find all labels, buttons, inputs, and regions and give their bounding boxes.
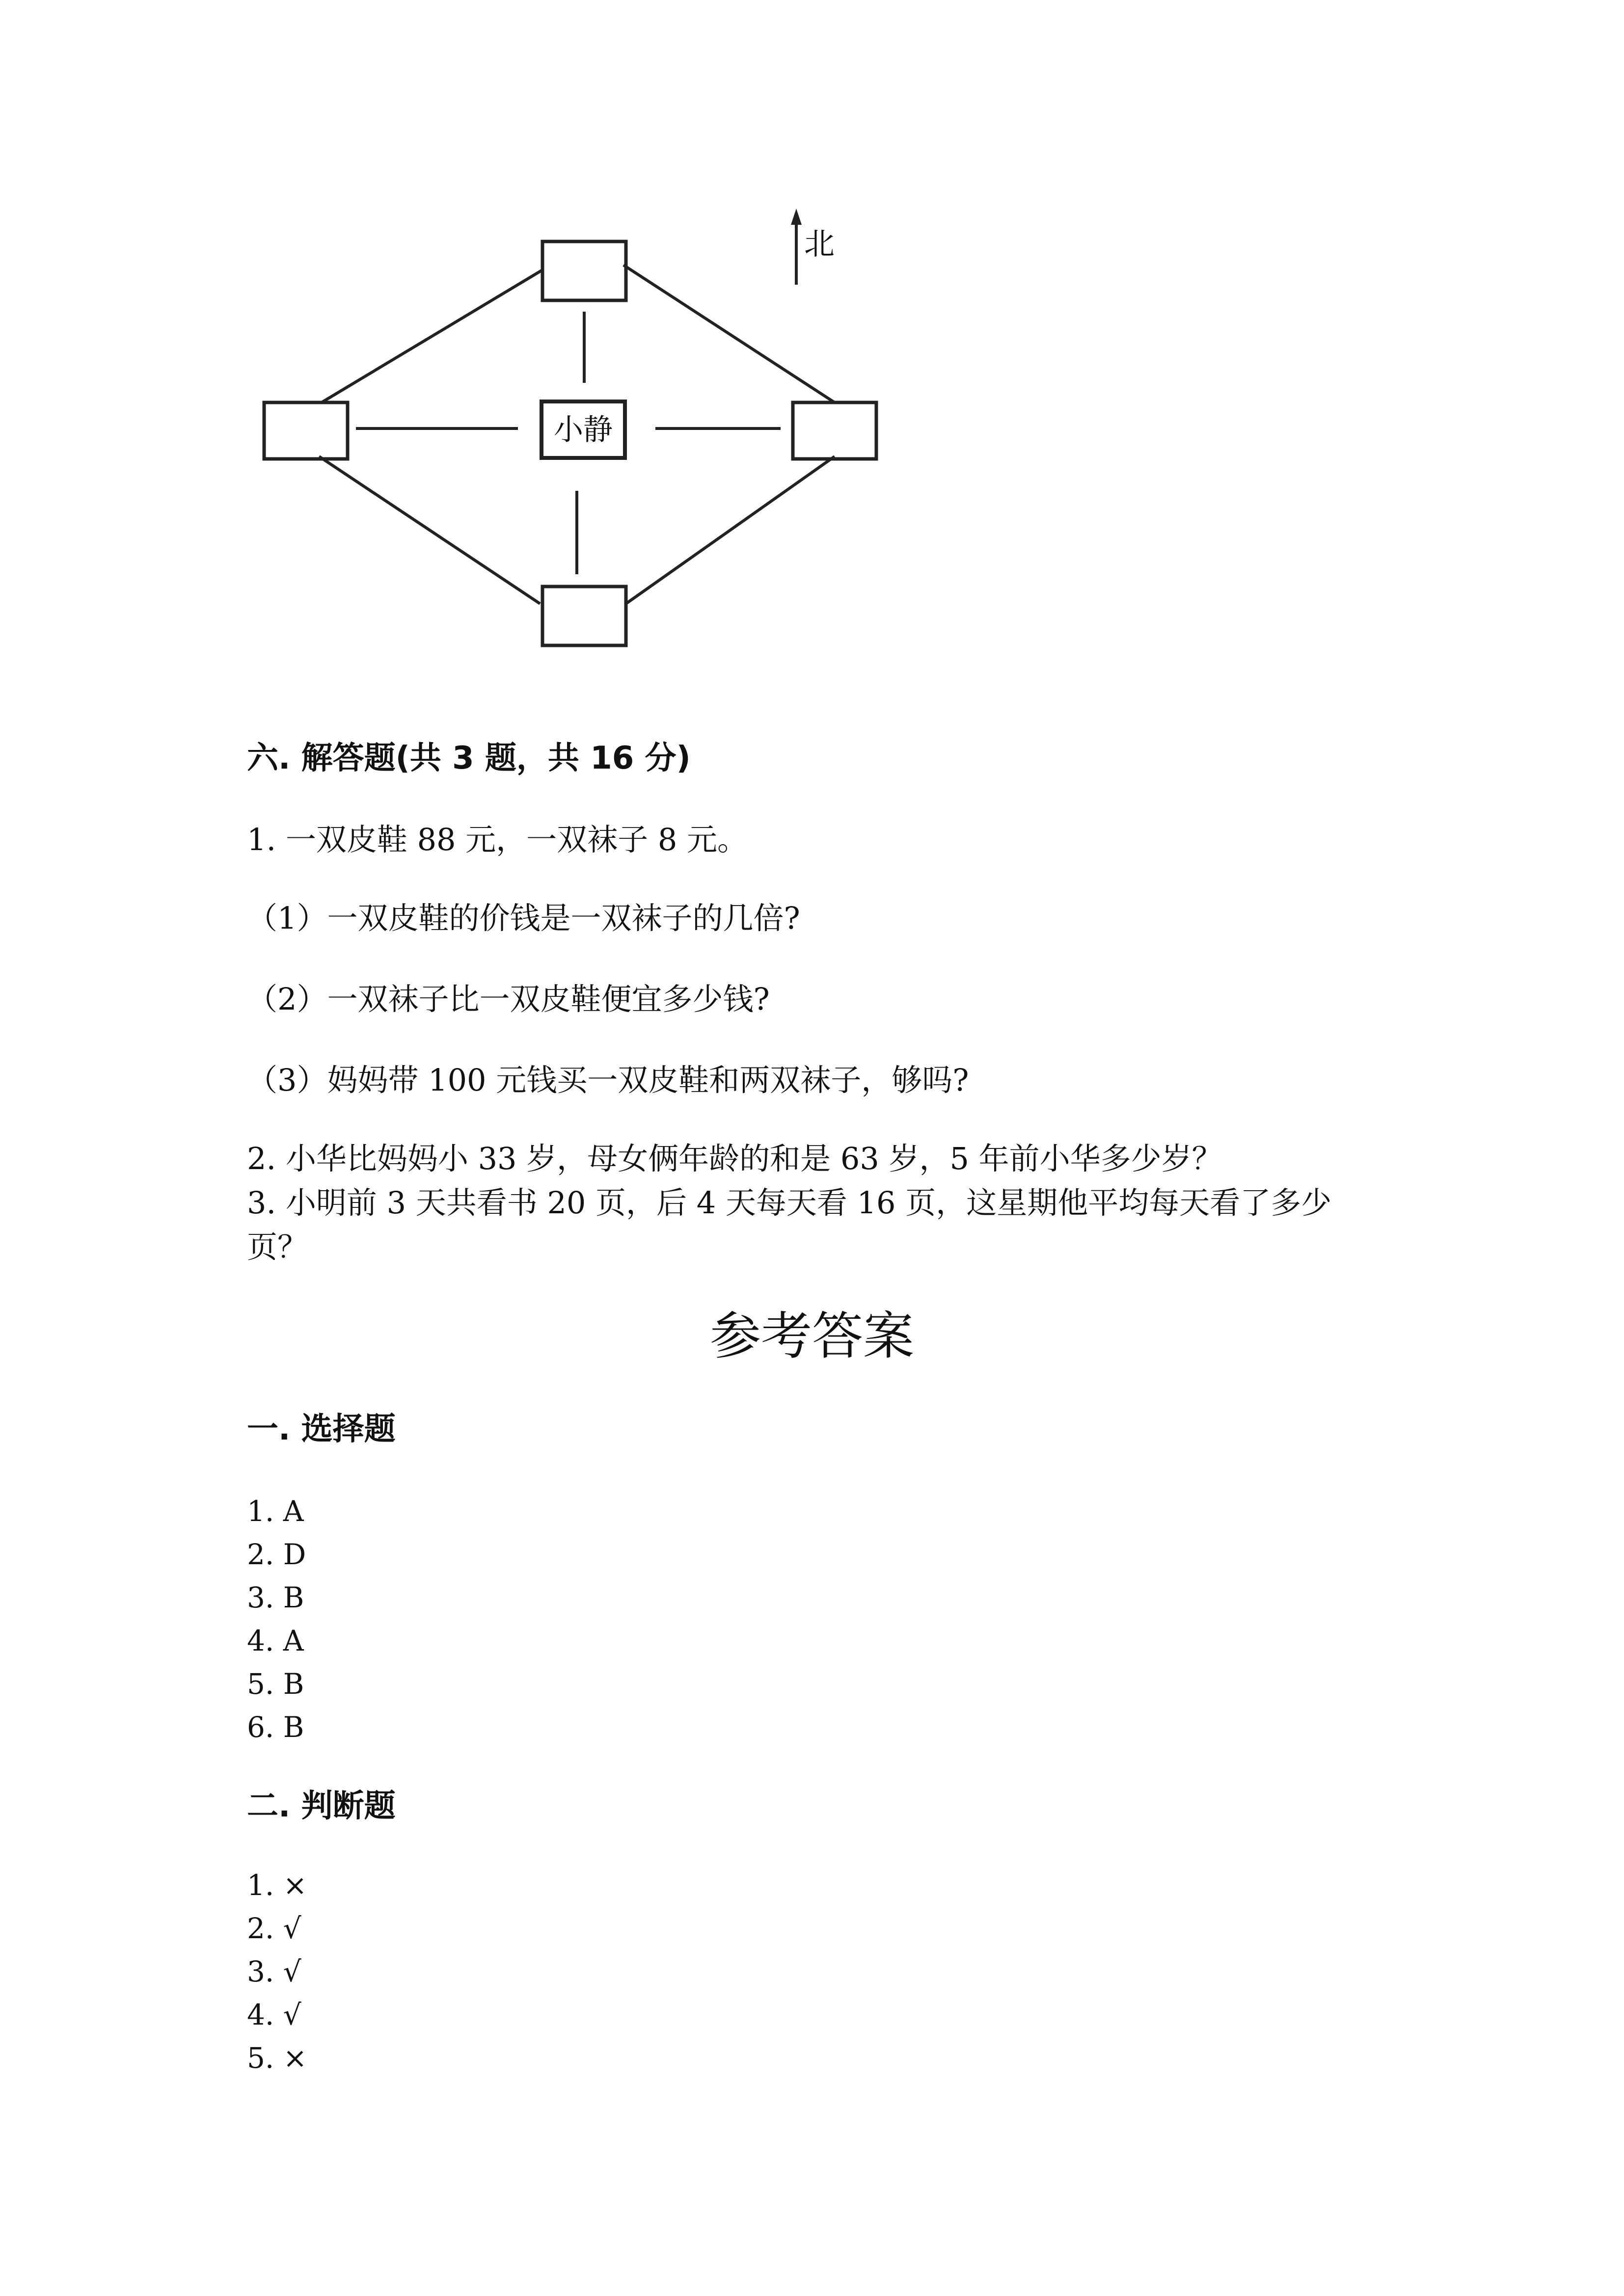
section-6-title: 六. 解答题(共 3 题，共 16 分) bbox=[247, 740, 691, 776]
answer-1-item: 5. B bbox=[247, 1667, 304, 1701]
diagram-line-se bbox=[626, 456, 835, 604]
answer-1-item: 4. A bbox=[247, 1624, 304, 1657]
question-3-line-2: 页？ bbox=[247, 1229, 308, 1265]
east-blank-box bbox=[793, 402, 876, 459]
question-2: 2. 小华比妈妈小 33 岁，母女俩年龄的和是 63 岁，5 年前小华多少岁？ bbox=[247, 1141, 1222, 1176]
diagram-line-nw bbox=[322, 270, 542, 402]
answer-2-item: 1. × bbox=[247, 1869, 307, 1902]
answer-1-item: 2. D bbox=[247, 1538, 306, 1571]
north-blank-box bbox=[542, 241, 626, 300]
answer-2-item: 3. √ bbox=[247, 1955, 301, 1988]
answer-2-item: 2. √ bbox=[247, 1912, 301, 1945]
answer-part-1-title: 一. 选择题 bbox=[247, 1411, 396, 1447]
diagram-line-sw bbox=[319, 456, 540, 604]
south-blank-box bbox=[542, 587, 626, 645]
west-blank-box bbox=[264, 402, 348, 459]
question-1-sub-2: （2）一双袜子比一双皮鞋便宜多少钱? bbox=[247, 981, 770, 1017]
answer-1-item: 1. A bbox=[247, 1495, 304, 1528]
center-label: 小静 bbox=[554, 413, 613, 447]
question-3-line-1: 3. 小明前 3 天共看书 20 页，后 4 天每天看 16 页，这星期他平均每天看了多少 bbox=[247, 1185, 1332, 1221]
north-label: 北 bbox=[804, 226, 835, 262]
direction-diagram bbox=[0, 0, 1624, 687]
answer-title: 参考答案 bbox=[709, 1306, 914, 1366]
question-1-sub-1: （1）一双皮鞋的价钱是一双袜子的几倍? bbox=[247, 900, 800, 936]
answer-part-2-title: 二. 判断题 bbox=[247, 1788, 396, 1824]
answer-2-item: 4. √ bbox=[247, 1998, 301, 2031]
question-1-stem: 1. 一双皮鞋 88 元，一双袜子 8 元。 bbox=[247, 822, 748, 857]
question-1-sub-3: （3）妈妈带 100 元钱买一双皮鞋和两双袜子，够吗? bbox=[247, 1062, 969, 1098]
answer-1-item: 6. B bbox=[247, 1710, 304, 1744]
answer-1-item: 3. B bbox=[247, 1581, 304, 1614]
diagram-line-ne bbox=[623, 265, 835, 402]
north-arrow-head bbox=[791, 209, 802, 225]
answer-2-item: 5. × bbox=[247, 2041, 307, 2075]
